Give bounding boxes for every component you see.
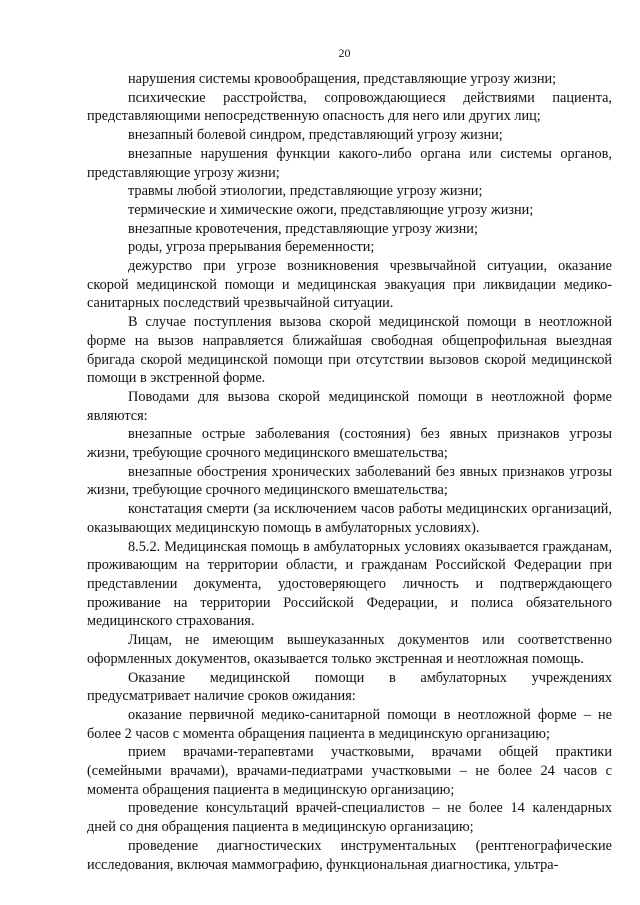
paragraph: В случае поступления вызова скорой медицинской помощи в неотложной форме на вызов направляется ближайшая свободная общепрофильная выездная бригада скорой медицинской помощи при отсутствии вызовов скорой медицинской помощи в экстренной форме. (87, 314, 612, 387)
paragraph: оказание первичной медико-санитарной помощи в неотложной форме – не более 2 часов с момента обращения пациента в медицинскую организацию; (87, 706, 612, 742)
paragraph: проведение диагностических инструментальных (рентгенографические исследования, включая маммографию, функциональная диагностика, ультра- (87, 837, 612, 873)
paragraph: термические и химические ожоги, представляющие угрозу жизни; (128, 201, 534, 218)
paragraph: Оказание медицинской помощи в амбулаторных учреждениях предусматривает наличие сроков ожидания: (87, 669, 612, 705)
paragraph: прием врачами-терапевтами участковыми, врачами общей практики (семейными врачами), врачами-педиатрами участковыми – не более 24 часов с момента обращения пациента в медицинскую организацию; (87, 744, 612, 798)
paragraph: внезапные обострения хронических заболеваний без явных признаков угрозы жизни, требующие срочного медицинского вмешательства; (87, 463, 612, 499)
paragraph: внезапные острые заболевания (состояния) без явных признаков угрозы жизни, требующие срочного медицинского вмешательства; (87, 426, 612, 462)
paragraph: нарушения системы кровообращения, представляющие угрозу жизни; (128, 71, 557, 87)
page-number: 20 (338, 46, 351, 60)
paragraph: 8.5.2. Медицинская помощь в амбулаторных условиях оказывается гражданам, проживающим на территории области, и гражданам Российской Федерации при представлении документа, удостоверяющего личность и подтверждающего проживание на территории Российской Федерации, и полиса обязательного медицинского страхования. (87, 538, 612, 630)
paragraph: дежурство при угрозе возникновения чрезвычайной ситуации, оказание скорой медицинской помощи и медицинская эвакуация при ликвидации медико-санитарных последствий чрезвычайной ситуации. (87, 258, 612, 312)
body-text (87, 70, 612, 874)
paragraph: травмы любой этиологии, представляющие угрозу жизни; (128, 183, 483, 200)
paragraph: Поводами для вызова скорой медицинской помощи в неотложной форме являются: (87, 388, 612, 424)
paragraph: констатация смерти (за исключением часов работы медицинских организаций, оказывающих медицинскую помощь в амбулаторных условиях). (87, 501, 612, 536)
paragraph: внезапные нарушения функции какого-либо органа или системы органов, представляющие угрозу жизни; (87, 145, 612, 181)
paragraph: проведение консультаций врачей-специалистов – не более 14 календарных дней со дня обращения пациента в медицинскую организацию; (87, 800, 612, 836)
paragraph: Лицам, не имеющим вышеуказанных документов или соответственно оформленных документов, оказывается только экстренная и неотложная помощь. (87, 632, 612, 667)
paragraph: внезапный болевой синдром, представляющий угрозу жизни; (128, 127, 503, 144)
paragraph: психические расстройства, сопровождающиеся действиями пациента, представляющими непосредственную опасность для него или других лиц; (87, 89, 612, 125)
paragraph: внезапные кровотечения, представляющие угрозу жизни; (128, 220, 478, 237)
paragraph: роды, угроза прерывания беременности; (128, 239, 375, 256)
